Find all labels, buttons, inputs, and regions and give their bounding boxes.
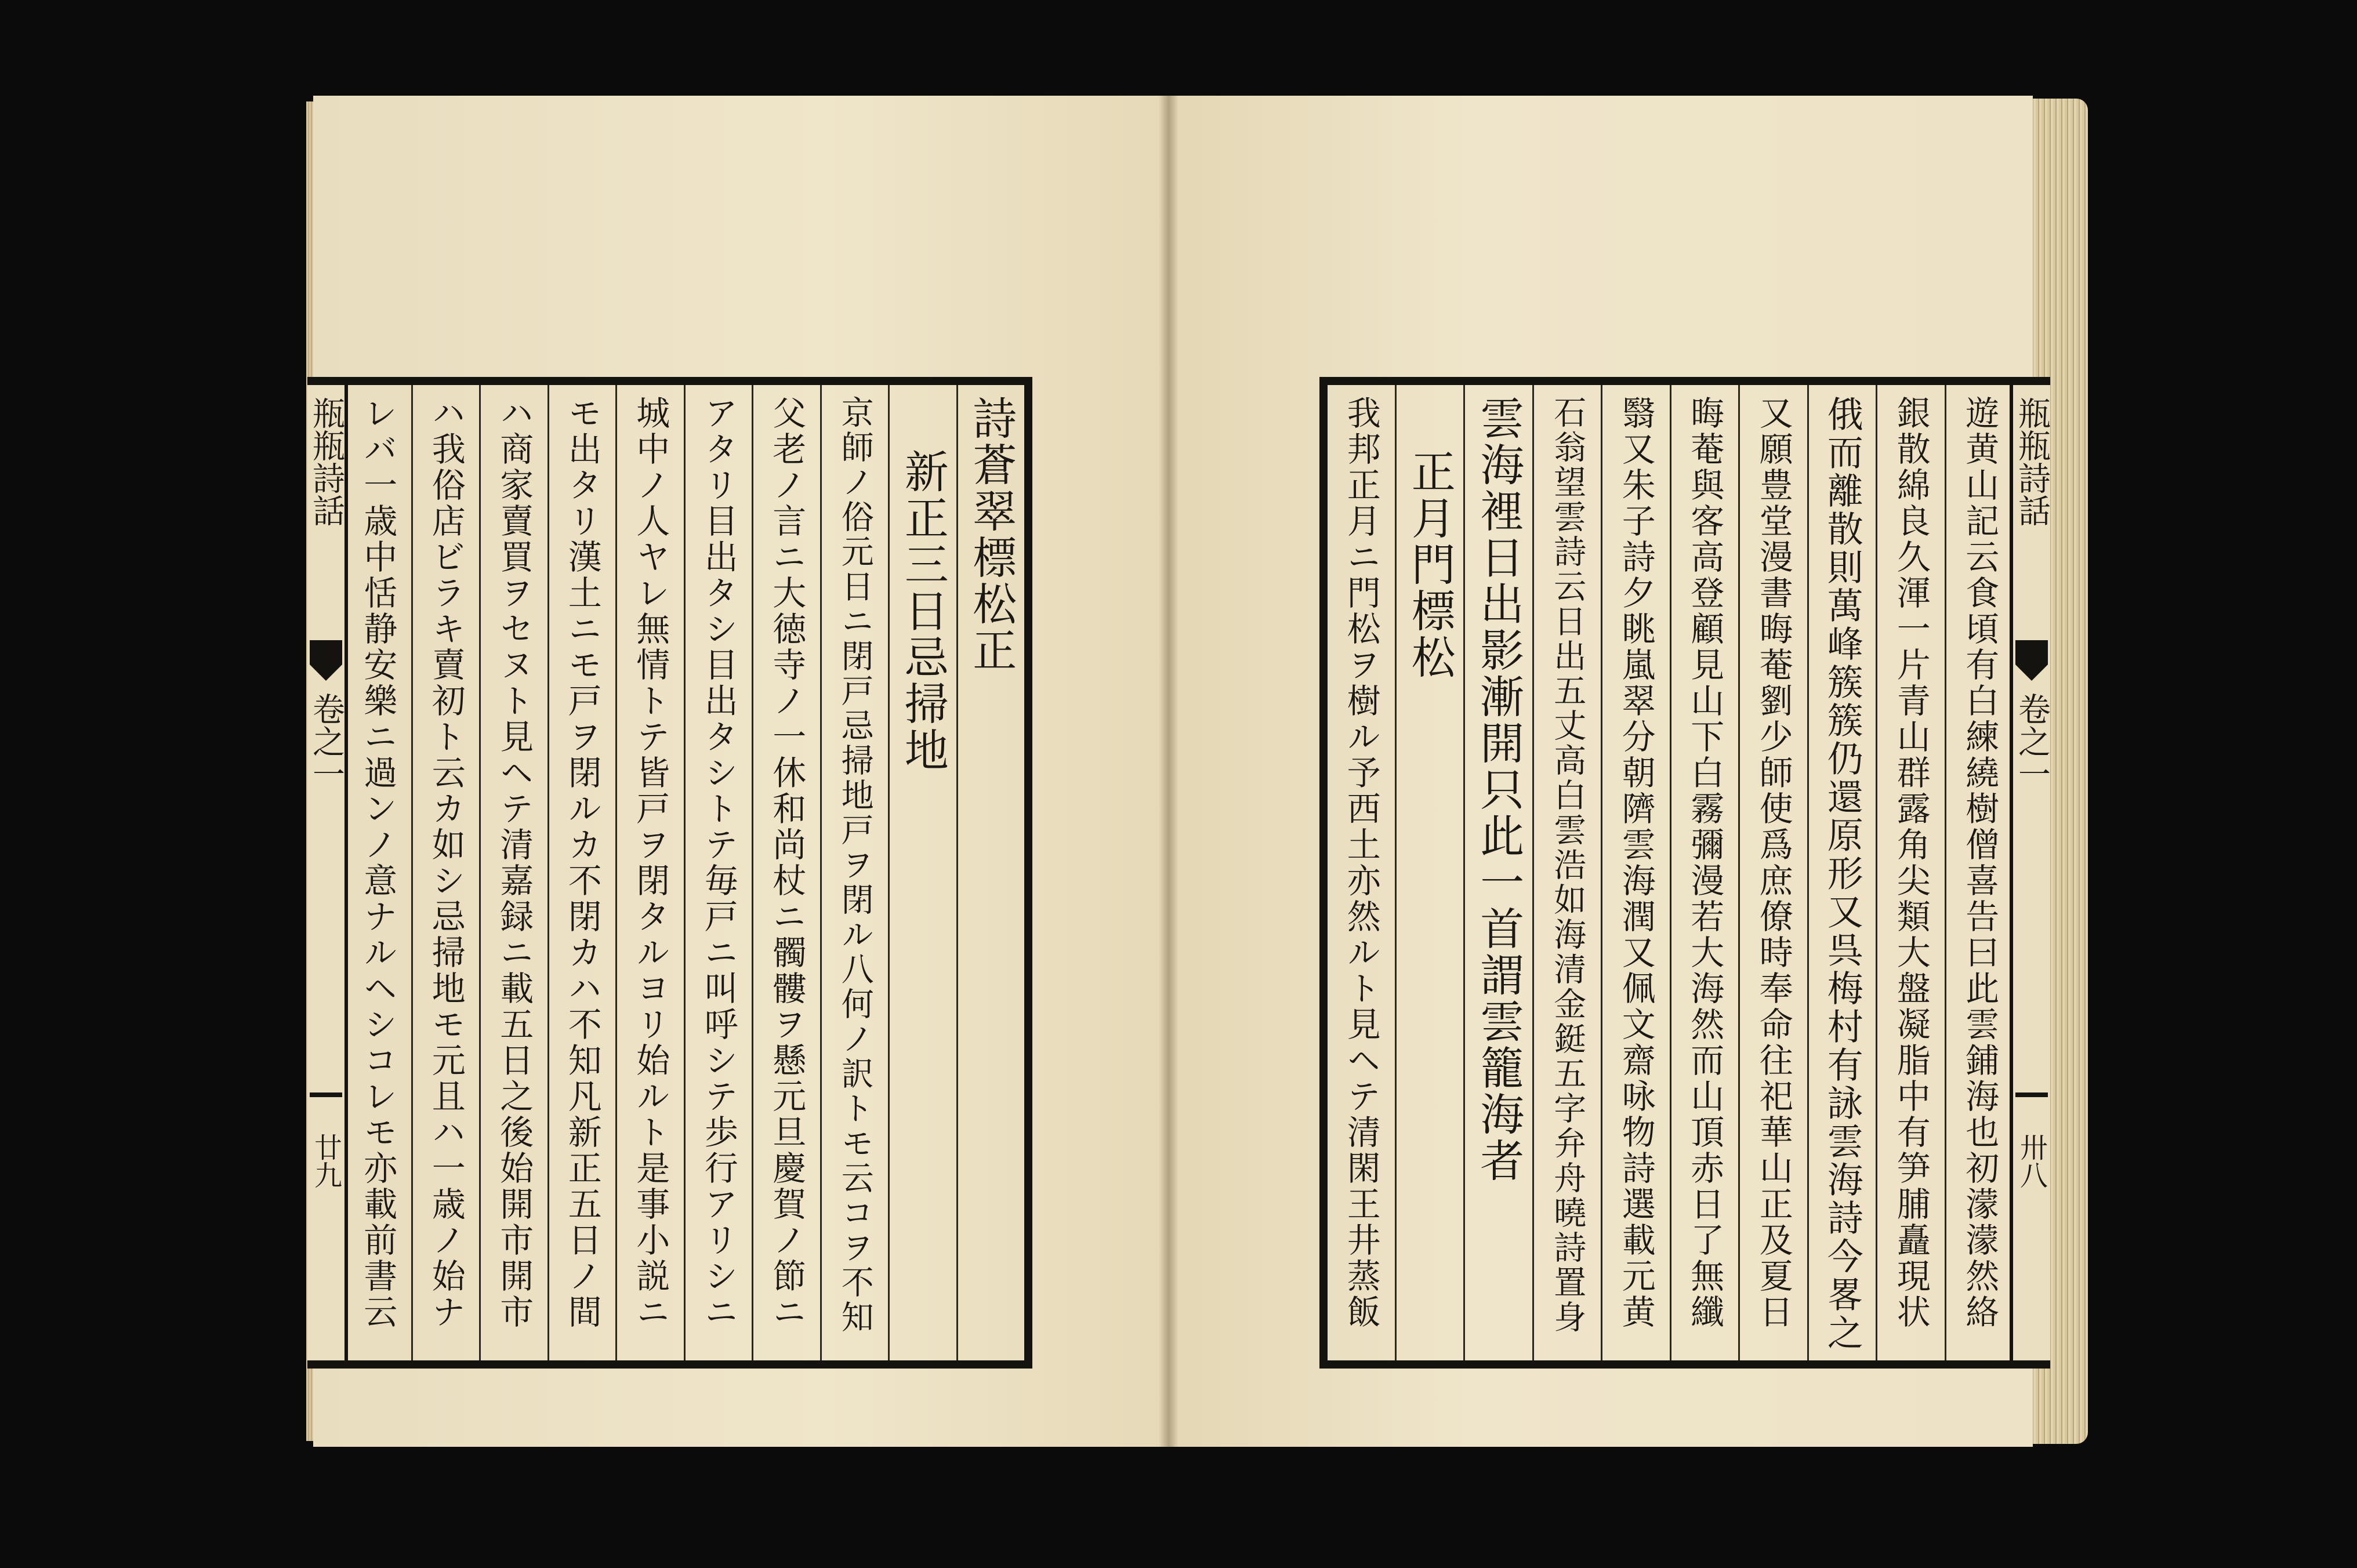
column-text: 銀散綿良久渾一片青山群露角尖類大盤凝脂中有笋脯矗現状: [1891, 395, 1931, 1330]
text-column: [615, 385, 684, 1360]
fishtail-mark: [2015, 640, 2048, 681]
text-column: [956, 385, 1025, 1360]
right-margin-strip: [2010, 377, 2050, 1369]
text-column: [752, 385, 820, 1360]
column-text: レバ一歳中恬静安樂ニ過ンノ意ナルヘシコレモ亦載前書云: [358, 395, 398, 1330]
column-text: 京師ノ俗元日ニ閉戸忌掃地戸ヲ閉ル八何ノ訳トモ云コヲ不知: [836, 395, 874, 1335]
text-column: [820, 385, 889, 1360]
fishtail-mark: [310, 640, 342, 681]
column-text: 城中ノ人ヤレ無情トテ皆戸ヲ閉タルヨリ始ルト是事小説ニ: [630, 395, 670, 1330]
column-text: アタリ目出タシ目出タシトテ毎戸ニ叫呼シテ歩行アリシニ: [698, 395, 738, 1330]
right-columns: [1328, 385, 2013, 1360]
text-column: [1463, 385, 1532, 1360]
column-text: 石翁望雲詩云日出五丈高白雲浩如海清金鋌五字弁舟曉詩置身: [1549, 395, 1587, 1335]
text-column: [888, 385, 956, 1360]
column-text: 又願豊堂漫書晦菴劉少師使爲庶僚時奉命往祀華山正及夏日: [1753, 395, 1793, 1330]
margin-book-title: 瓶瓶詩話: [2013, 397, 2051, 527]
text-column: [1876, 385, 1945, 1360]
column-text: ハ我俗店ビラキ賣初ト云カ如シ忌掃地モ元且ハ一歳ノ始ナ: [426, 395, 466, 1330]
column-text: 正月門標松: [1404, 449, 1456, 681]
column-text: 我邦正月ニ門松ヲ樹ル予西土亦然ルト見ヘテ清閑王井蒸飯: [1341, 395, 1381, 1330]
text-column: [1328, 385, 1395, 1360]
left-columns: [345, 385, 1024, 1360]
text-column: [1670, 385, 1739, 1360]
book-gutter: [1159, 96, 1178, 1447]
margin-book-title: 瓶瓶詩話: [307, 397, 345, 527]
margin-rule: [2015, 1092, 2048, 1097]
column-text: 翳又朱子詩夕眺嵐翠分朝隮雲海潤又佩文齋咏物詩選載元黄: [1616, 395, 1656, 1330]
text-column: [684, 385, 752, 1360]
folio-number: 廿九: [309, 1133, 342, 1189]
margin-volume: 卷之一: [2013, 692, 2051, 790]
text-column: [345, 385, 411, 1360]
margin-volume: 卷之一: [307, 692, 345, 790]
text-column: [411, 385, 480, 1360]
text-column: [547, 385, 616, 1360]
text-column: [1532, 385, 1601, 1360]
column-text: 新正三日忌掃地: [897, 449, 949, 774]
column-text: 俄而離散則萬峰簇簇仍還原形又呉梅村有詠雲海詩今畧之: [1821, 395, 1864, 1352]
folio-number: 卅八: [2015, 1133, 2048, 1189]
column-text: 遊黄山記云食頃有白練繞樹僧喜告曰此雲鋪海也初濛濛然絡: [1960, 395, 2000, 1330]
column-text: 詩蒼翠標松正: [965, 395, 1017, 674]
text-column: [1601, 385, 1670, 1360]
left-text-frame: [342, 377, 1032, 1369]
column-text: 雲海裡日出影漸開只此一首謂雲籠海者: [1473, 395, 1525, 1184]
column-text: ハ商家賣買ヲセヌト見ヘテ清嘉録ニ載五日之後始開市開市: [494, 395, 534, 1330]
right-text-frame: [1319, 377, 2015, 1369]
column-text: 父老ノ言ニ大徳寺ノ一休和尚杖ニ髑髏ヲ懸元旦慶賀ノ節ニ: [767, 395, 807, 1330]
text-column: [1807, 385, 1876, 1360]
column-text: モ出タリ漢土ニモ戸ヲ閉ルカ不閉カハ不知凡新正五日ノ間: [562, 395, 602, 1330]
column-text: 晦菴與客高登顧見山下白霧彌漫若大海然而山頂赤日了無纖: [1685, 395, 1725, 1330]
text-column: [479, 385, 547, 1360]
margin-rule: [310, 1092, 342, 1097]
left-margin-strip: [307, 377, 348, 1369]
text-column: [1945, 385, 2014, 1360]
text-column: [1738, 385, 1807, 1360]
text-column: [1395, 385, 1464, 1360]
